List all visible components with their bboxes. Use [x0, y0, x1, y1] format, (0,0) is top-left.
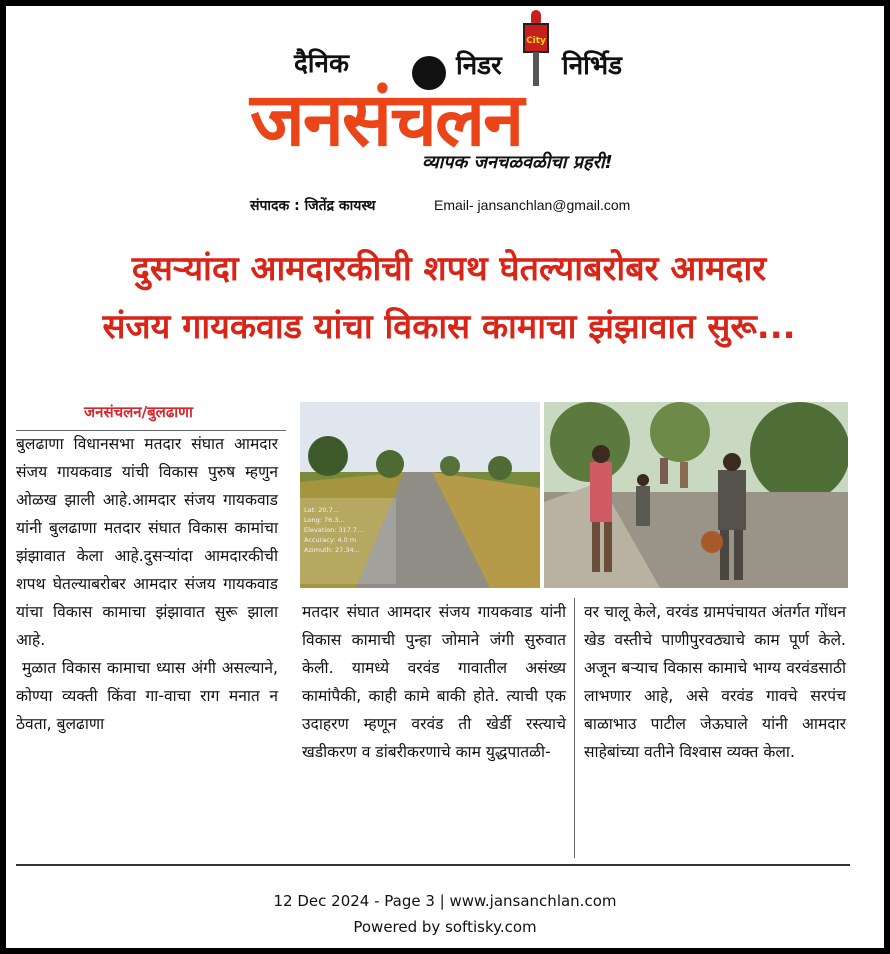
gps-stamp-3: Elevation: 317.7... — [304, 526, 364, 534]
editor-credit: संपादक : जितेंद्र कायस्थ — [250, 198, 376, 214]
photo-road-scene — [300, 402, 540, 588]
headline-line-2: संजय गायकवाड यांचा विकास कामाचा झंझावात सुरू... — [102, 307, 796, 347]
article-photo — [300, 402, 848, 588]
article-column-2: मतदार संघात आमदार संजय गायकवाड यांनी विकास कामाची पुन्हा जोमाने जंगी सुरुवात केली. यामध्ये वरवंड गावातील असंख्य कामांपैकी, काही कामे बाकी होते. त्याची एक उदाहरण म्हणून वरवंड ती खेर्डी रस्त्याचे खडीकरण व डांबरीकरणाचे काम युद्धपातळी- — [302, 603, 566, 761]
tagline: व्यापक जनचळवळीचा प्रहरी! — [422, 152, 613, 173]
gps-stamp-5: Azimuth: 27.34... — [304, 546, 360, 554]
microphone-logo — [522, 10, 550, 86]
column-1-paragraph-1: बुलढाणा विधानसभा मतदार संघात आमदार संजय गायकवाड यांची विकास पुरुष म्हणुन ओळख झाली आहे.आमदार संजय गायकवाड यांनी बुलढाणा मतदार संघात विकास कामांचा झंझावात केला आहे.दुसऱ्यांदा आमदारकीची शपथ घेतल्याबरोबर आमदार संजय गायकवाड यांचा विकास कामाचा झंझावात सुरू झाला आहे. — [16, 435, 278, 649]
footer-divider — [16, 864, 850, 866]
masthead — [6, 6, 884, 214]
footer-date-page: 12 Dec 2024 - Page 3 | www.jansanchlan.com — [273, 892, 617, 910]
article-column-1 — [16, 430, 278, 738]
newspaper-page — [6, 6, 884, 948]
gps-stamp-2: Long: 76.3... — [304, 516, 345, 524]
gps-stamp-4: Accuracy: 4.0 m — [304, 536, 357, 544]
gps-stamp-1: Lat: 20.7... — [304, 506, 340, 514]
contact-email: Email- jansanchlan@gmail.com — [434, 197, 631, 213]
footer-powered-by: Powered by softisky.com — [353, 918, 537, 936]
byline: जनसंचलन/बुलढाणा — [84, 403, 193, 421]
article-column-3: वर चालू केले, वरवंड ग्रामपंचायत अंतर्गत गोंधन खेड वस्तीचे पाणीपुरवठ्याचे काम पूर्ण केले. अजून बऱ्याच विकास कामाचे भाग्य वरवंडसाठी लाभणार आहे, असे वरवंड गावचे सरपंच बाळाभाउ पाटील जेऊघाले यांनी आमदार साहेबांच्या वतीने विश्वास व्यक्त केला. — [584, 603, 846, 761]
masthead-dainik: दैनिक — [294, 49, 349, 79]
column-divider — [574, 598, 575, 858]
mic-label: City — [526, 36, 546, 46]
masthead-nidar: निडर — [456, 51, 502, 81]
photo-workers-scene — [544, 402, 848, 588]
headline — [34, 240, 864, 356]
column-1-paragraph-2: मुळात विकास कामाचा ध्यास अंगी असल्याने, कोण्या व्यक्ती किंवा गा-वाचा राग मनात न ठेवता, बुलढाणा — [16, 659, 278, 733]
brand-logo-text: जनसंचलन — [250, 77, 523, 163]
masthead-nirbhid: निर्भिड — [562, 51, 623, 81]
headline-line-1: दुसऱ्यांदा आमदारकीची शपथ घेतल्याबरोबर आमदार — [131, 249, 767, 289]
